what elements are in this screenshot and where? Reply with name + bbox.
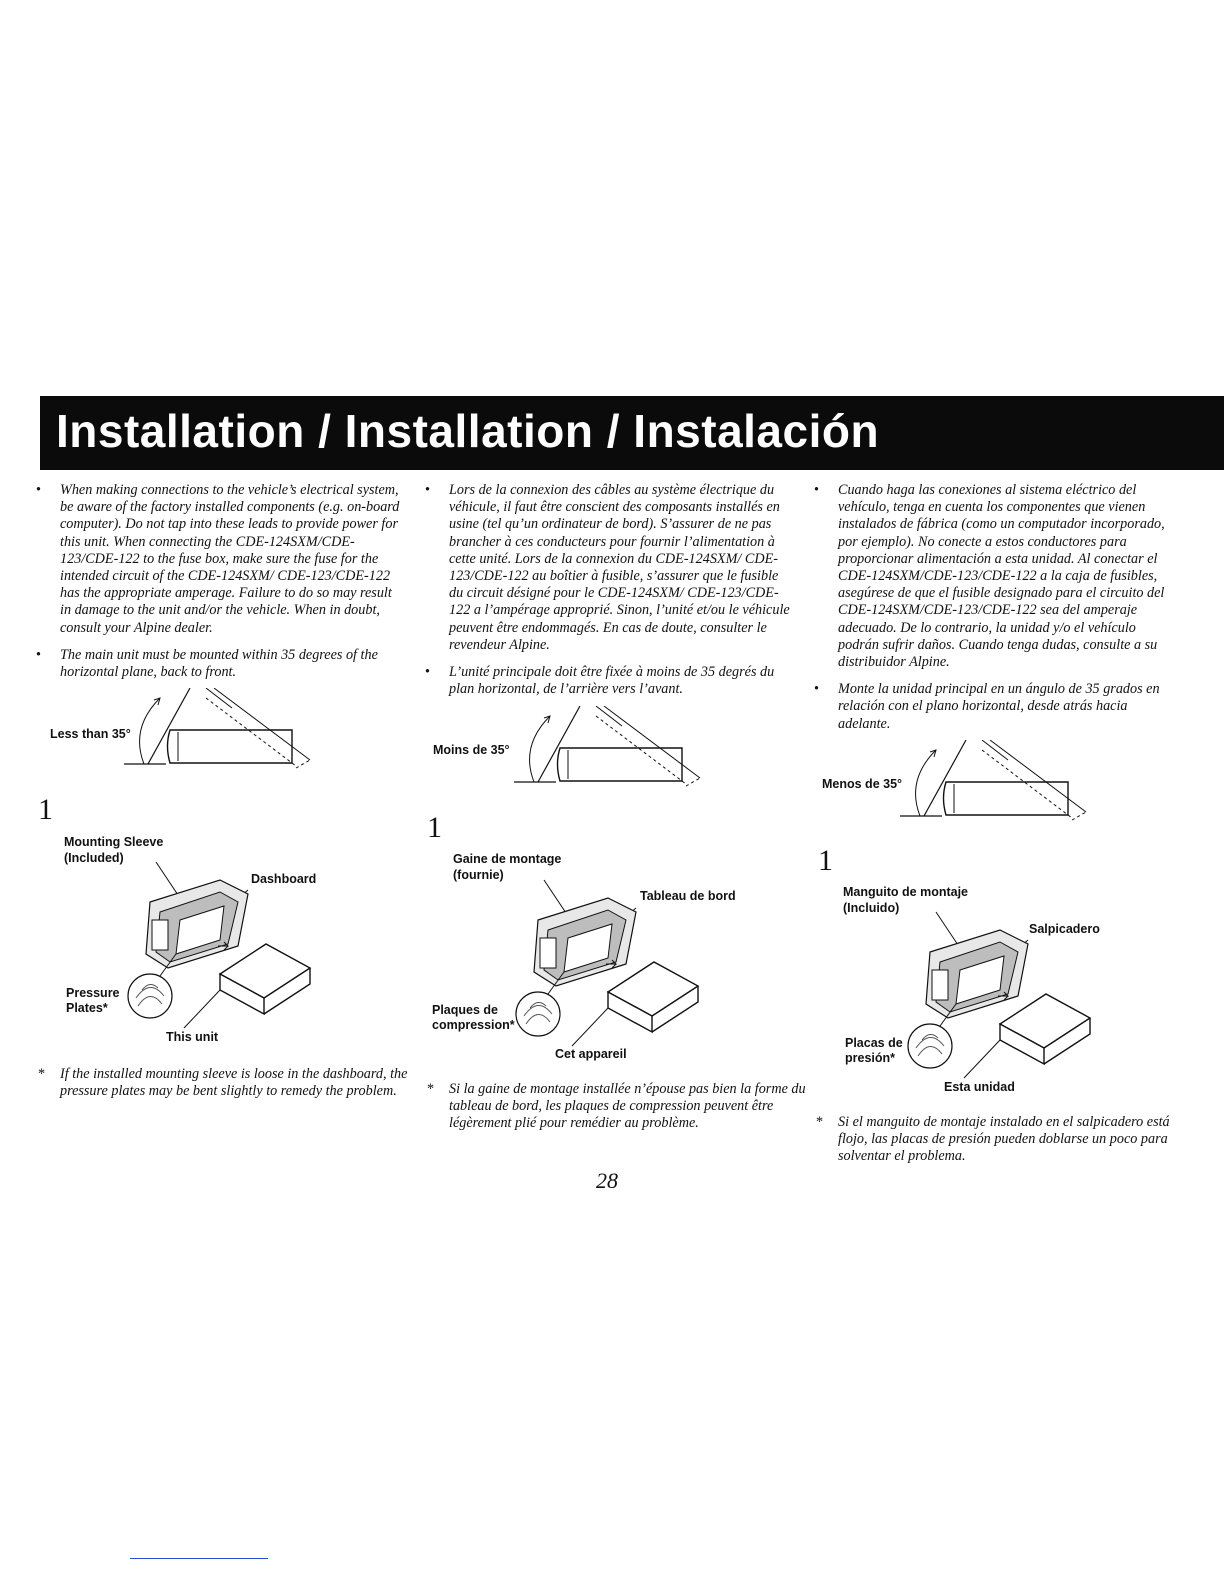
footnote-star: *: [427, 1081, 435, 1097]
sleeve-diagram: [508, 868, 708, 1053]
dashboard-label: Salpicadero: [1029, 922, 1100, 936]
angle-diagram: [896, 740, 1096, 845]
dashboard-label: Dashboard: [251, 872, 317, 886]
pressure-plates-line1: Pressure: [66, 986, 120, 1000]
footnote-text: If the installed mounting sleeve is loose in the dashboard, the pressure plates may be bent slightly to remedy the problem.: [60, 1066, 408, 1100]
bullet-electrical: • When making connections to the vehicle’s electrical system, be aware of the factory installed components (e.g. on-board computer). Do not tap into these leads to provide power for this unit. When connecting the CDE-124SXM/CDE-123/CDE-122 to the fuse box, make sure the fuse for the intended circuit of the CDE-124SXM/ CDE-123/CDE-122 has the appropriate amperage. Failure to do so may result in damage to the unit and/or the vehicle. When in doubt, consult your Alpine dealer.: [36, 482, 404, 637]
section-banner: [40, 396, 1224, 470]
unit-label: Cet appareil: [555, 1047, 627, 1061]
page-number: 28: [596, 1168, 618, 1193]
pressure-plates-line1: Placas de: [845, 1036, 903, 1050]
step-number: 1: [427, 811, 442, 844]
angle-diagram: [510, 706, 710, 811]
bullet-mounting-angle: • Monte la unidad principal en un ángulo de 35 grados en relación con el plano horizontal, desde atrás hacia adelante.: [814, 681, 1178, 733]
footer-rule: [130, 1558, 268, 1559]
pressure-plates-line2: Plates*: [66, 1001, 108, 1015]
unit-label: This unit: [166, 1030, 219, 1044]
sleeve-label-line2: (Included): [64, 851, 124, 865]
unit-label: Esta unidad: [944, 1080, 1015, 1094]
bullet-mounting-angle: • L’unité principale doit être fixée à moins de 35 degrés du plan horizontal, de l’arrière vers l’avant.: [425, 664, 793, 698]
sleeve-label-line2: (Incluido): [843, 901, 900, 915]
angle-diagram: [120, 688, 320, 793]
sleeve-diagram: [900, 900, 1100, 1085]
step-number: 1: [38, 793, 53, 826]
footnote: [38, 1066, 412, 1100]
column-french: [425, 482, 793, 708]
footnote-star: *: [816, 1114, 824, 1130]
angle-label: Menos de 35°: [822, 777, 903, 791]
dashboard-label: Tableau de bord: [640, 889, 736, 903]
footnote-text: Si el manguito de montaje instalado en el salpicadero está flojo, las placas de presión pueden doblarse un poco para solventar el problema.: [838, 1114, 1170, 1165]
sleeve-label-line1: Gaine de montage: [453, 852, 562, 866]
footnote-star: *: [38, 1066, 46, 1082]
sleeve-diagram: [120, 850, 320, 1035]
footnote-text: Si la gaine de montage installée n’épouse pas bien la forme du tableau de bord, les plaques de compression peuvent être légèrement plié pour remédier au problème.: [449, 1081, 806, 1132]
column-spanish: [814, 482, 1178, 743]
sleeve-label-line2: (fournie): [453, 868, 504, 882]
step-number: 1: [818, 844, 833, 877]
pressure-plates-line1: Plaques de: [432, 1003, 498, 1017]
pressure-plates-line2: compression*: [432, 1018, 515, 1032]
sleeve-label-line1: Manguito de montaje: [843, 885, 968, 899]
angle-label: Moins de 35°: [433, 743, 510, 757]
bullet-electrical: • Cuando haga las conexiones al sistema eléctrico del vehículo, tenga en cuenta los componentes que vienen instalados de fábrica (como un computador incorporado, por ejemplo). No conecte a estos conductores para proporcionar alimentación a esta unidad. Al conectar el CDE-124SXM/CDE-123/CDE-122 a la caja de fusibles, asegúrese de que el fusible designado para el circuito del CDE-124SXM/CDE-123/CDE-122 sea del amperaje adecuado. De lo contrario, la unidad y/o el vehículo podrán sufrir daños. Cuando tenga dudas, consulte a su distribuidor Alpine.: [814, 482, 1178, 671]
footnote: [427, 1081, 811, 1133]
pressure-plates-line2: presión*: [845, 1051, 896, 1065]
bullet-electrical: • Lors de la connexion des câbles au système électrique du véhicule, il faut être conscient des composants installés en usine (tel qu’un ordinateur de bord). S’assurer de ne pas brancher à ces conducteurs pour fournir l’alimentation à cette unité. Lors de la connexion du CDE-124SXM/ CDE-123/CDE-122 au boîtier à fusible, s’assurer que le fusible du circuit désigné pour le CDE-124SXM/ CDE-123/CDE-122 a l’ampérage approprié. Sinon, l’unité et/ou le véhicule peuvent être endommagés. En cas de doute, consulter le revendeur Alpine.: [425, 482, 793, 654]
footnote: [816, 1114, 1200, 1166]
page-title: Installation / Installation / Instalación: [56, 405, 880, 457]
angle-label: Less than 35°: [50, 727, 131, 741]
sleeve-label-line1: Mounting Sleeve: [64, 835, 164, 849]
column-english: [36, 482, 404, 691]
bullet-mounting-angle: • The main unit must be mounted within 35 degrees of the horizontal plane, back to front.: [36, 647, 404, 681]
